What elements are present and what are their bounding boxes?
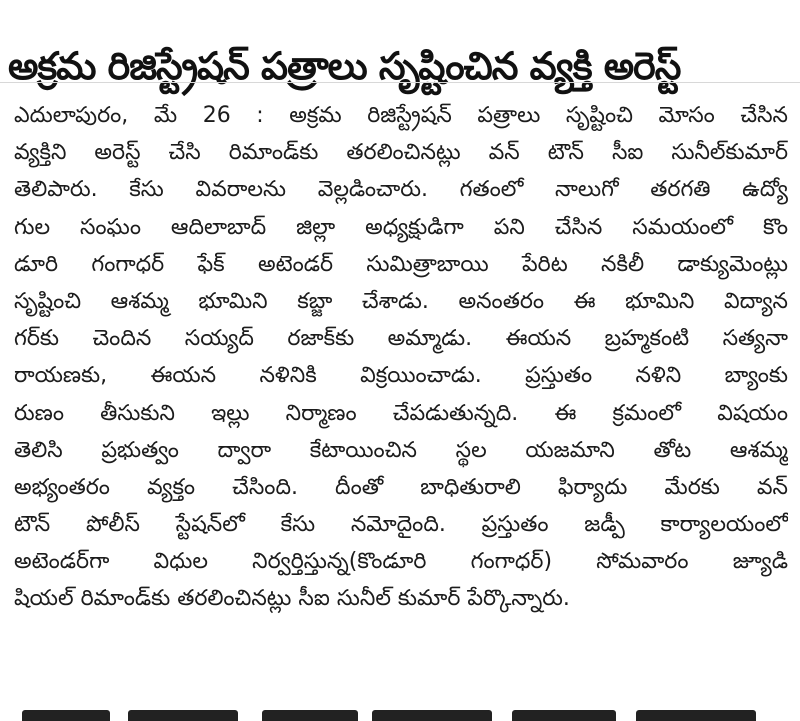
article-line: వ్యక్తిని అరెస్ట్ చేసి రిమాండ్‌కు తరలించినట్లు వన్ టౌన్ సీఐ సునీల్‌కుమార్	[14, 140, 788, 166]
cropped-glyph-fragment	[512, 710, 616, 721]
article-line: అటెండర్‌గా విధుల నిర్వర్తిస్తున్న(కొండూరి గంగాధర్) సోమవారం జ్యూడి	[14, 549, 788, 575]
article-headline: అక్రమ రిజిస్ట్రేషన్ పత్రాలు సృష్టించిన వ్యక్తి అరెస్ట్	[8, 44, 681, 89]
article-line: డూరి గంగాధర్ ఫేక్ అటెండర్ సుమిత్రాబాయి పేరిట నకిలీ డాక్యుమెంట్లు	[14, 251, 788, 277]
cropped-glyph-fragment	[128, 710, 238, 721]
article-line: గుల సంఘం ఆదిలాబాద్ జిల్లా అధ్యక్షుడిగా పని చేసిన సమయంలో కొం	[14, 214, 788, 240]
cropped-glyph-fragment	[262, 710, 358, 721]
article-line: అభ్యంతరం వ్యక్తం చేసింది. దీంతో బాధితురాలి ఫిర్యాదు మేరకు వన్	[14, 474, 788, 500]
article-line: షియల్ రిమాండ్‌కు తరలించినట్లు సీఐ సునీల్ కుమార్ పేర్కొన్నారు.	[14, 586, 570, 612]
cropped-glyph-fragment	[636, 710, 756, 721]
article-line: తెలిపారు. కేసు వివరాలను వెల్లడించారు. గతంలో నాలుగో తరగతి ఉద్యో	[14, 177, 788, 203]
article-line: సృష్టించి ఆశమ్మ భూమిని కబ్జా చేశాడు. అనంతరం ఈ భూమిని విద్యాన	[14, 288, 788, 314]
article-line: రాయణకు, ఈయన నళినికి విక్రయించాడు. ప్రస్తుతం నళిని బ్యాంకు	[14, 363, 788, 389]
next-article-headline-cropped	[0, 704, 800, 721]
article-line: ఎదులాపురం, మే 26 : అక్రమ రిజిస్ట్రేషన్ పత్రాలు సృష్టించి మోసం చేసిన	[14, 103, 788, 128]
headline-divider	[0, 82, 800, 83]
article-body	[14, 97, 788, 618]
cropped-glyph-fragment	[372, 710, 492, 721]
article-line: రుణం తీసుకుని ఇల్లు నిర్మాణం చేపడుతున్నది. ఈ క్రమంలో విషయం	[14, 400, 788, 426]
cropped-glyph-fragment	[22, 710, 110, 721]
article-line: తెలిసి ప్రభుత్వం ద్వారా కేటాయించిన స్థల యజమాని తోట ఆశమ్మ	[14, 437, 788, 463]
article-line: టౌన్ పోలీస్ స్టేషన్‌లో కేసు నమోదైంది. ప్రస్తుతం జడ్పీ కార్యాలయంలో	[14, 512, 788, 538]
article-line: గర్‌కు చెందిన సయ్యద్ రజాక్‌కు అమ్మాడు. ఈయన బ్రహ్మకంటి సత్యనా	[14, 326, 788, 352]
